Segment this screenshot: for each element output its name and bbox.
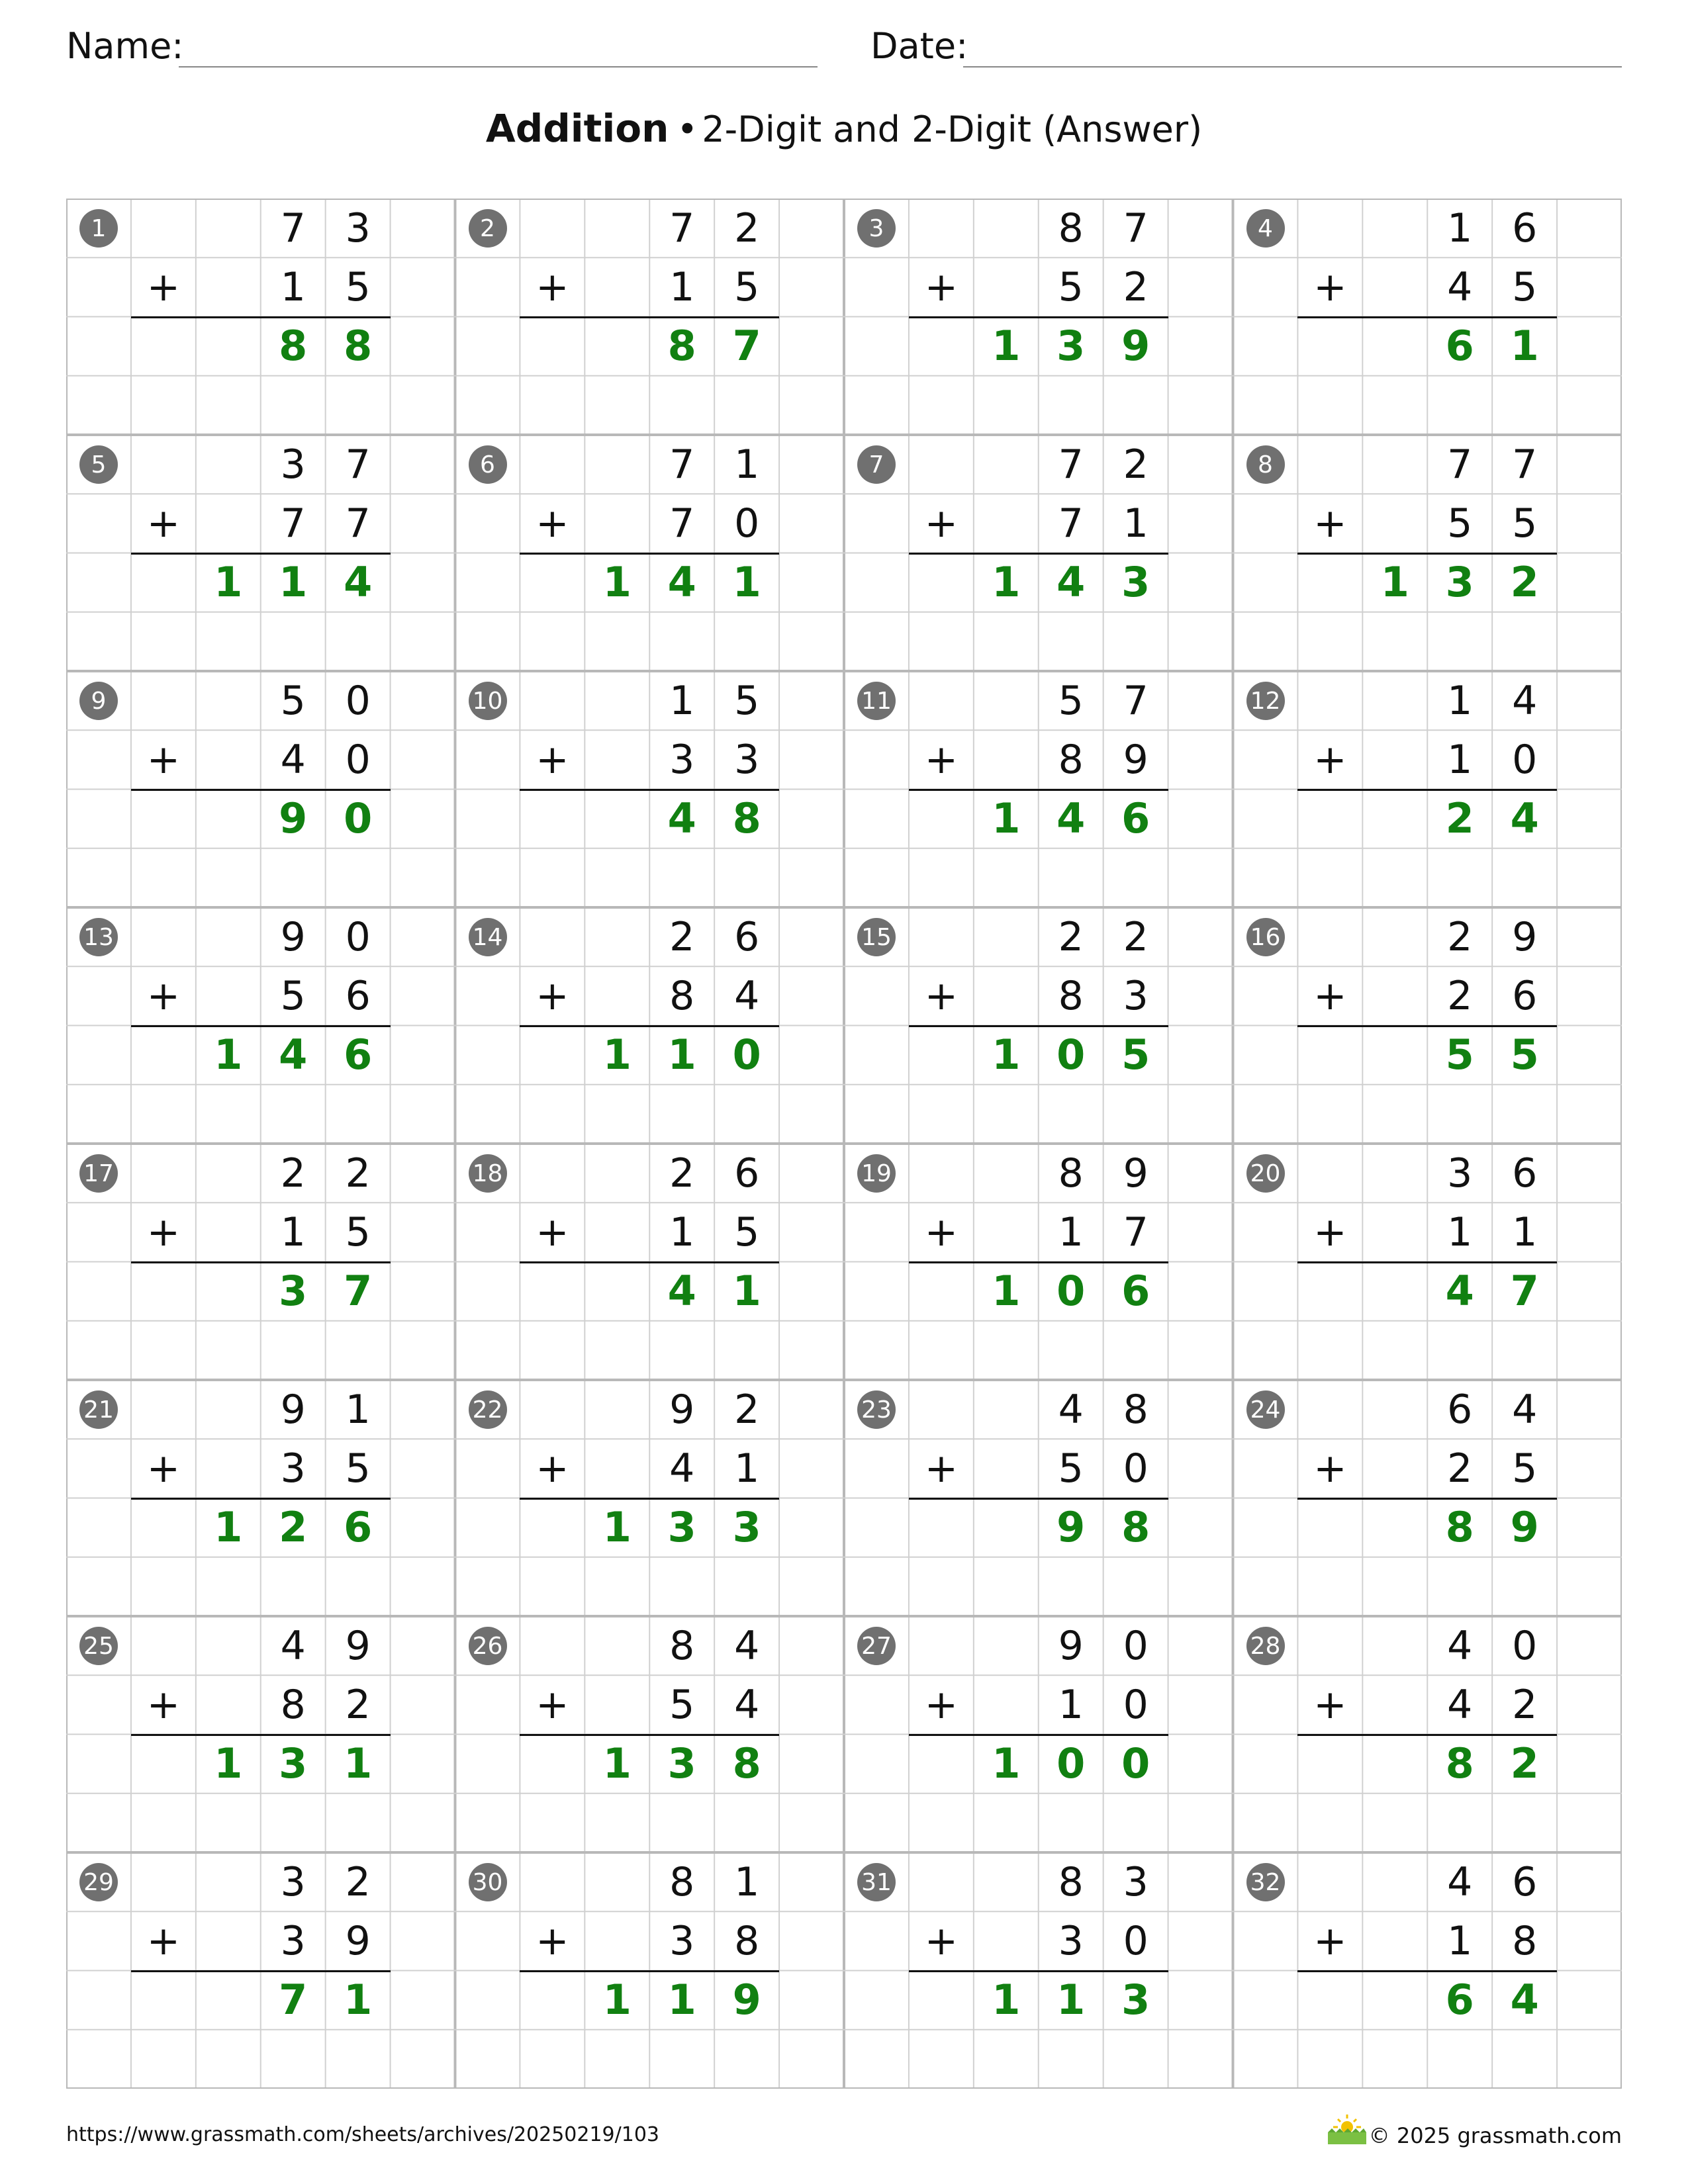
problem-number-badge: 22	[469, 1390, 507, 1429]
answer-digit: 0	[344, 794, 373, 842]
answer-digit: 8	[279, 322, 308, 370]
top-addend-digit: 3	[345, 205, 371, 251]
answer-digit: 1	[992, 794, 1021, 842]
answer-digit: 1	[214, 1503, 243, 1551]
top-addend-digit: 3	[280, 1858, 306, 1905]
top-addend-digit: 2	[1447, 913, 1473, 960]
plus-sign: +	[1313, 1917, 1347, 1964]
plus-sign: +	[924, 736, 959, 783]
plus-sign: +	[146, 1917, 181, 1964]
answer-digit: 1	[732, 558, 761, 606]
bottom-addend-digit: 7	[345, 500, 371, 547]
answer-digit: 9	[1056, 1503, 1086, 1551]
answer-digit: 0	[1056, 1030, 1086, 1079]
top-addend-digit: 7	[669, 441, 695, 488]
worksheet-title	[0, 106, 1688, 151]
answer-digit: 1	[732, 1267, 761, 1315]
plus-sign: +	[536, 1681, 569, 1728]
bottom-addend-digit: 3	[669, 1917, 695, 1964]
bottom-addend-digit: 4	[669, 1445, 695, 1492]
answer-digit: 1	[214, 1739, 243, 1788]
problem-number-badge: 30	[469, 1863, 507, 1901]
bottom-addend-digit: 5	[734, 1208, 760, 1255]
bottom-addend-digit: 5	[734, 263, 760, 310]
bottom-addend-digit: 1	[1058, 1681, 1084, 1728]
answer-digit: 7	[732, 322, 761, 370]
top-addend-digit: 2	[280, 1150, 306, 1197]
answer-digit: 7	[279, 1976, 308, 2024]
top-addend-digit: 1	[669, 677, 695, 724]
answer-digit: 1	[344, 1976, 373, 2024]
answer-digit: 5	[1510, 1030, 1539, 1079]
top-addend-digit: 2	[734, 1386, 760, 1433]
bottom-addend-digit: 0	[1123, 1917, 1149, 1964]
problem-number-badge: 21	[79, 1390, 118, 1429]
bottom-addend-digit: 5	[1447, 500, 1473, 547]
answer-digit: 4	[667, 1267, 696, 1315]
bottom-addend-digit: 5	[669, 1681, 695, 1728]
bottom-addend-digit: 3	[1123, 972, 1149, 1019]
top-addend-digit: 6	[734, 913, 760, 960]
plus-sign: +	[536, 1445, 569, 1492]
problem-grid	[66, 199, 1622, 2089]
top-addend-digit: 8	[1058, 205, 1084, 251]
plus-sign: +	[146, 1681, 181, 1728]
answer-digit: 3	[1121, 1976, 1150, 2024]
answer-digit: 8	[1445, 1503, 1474, 1551]
answer-digit: 1	[992, 1030, 1021, 1079]
bottom-addend-digit: 1	[280, 263, 306, 310]
problem-number-badge: 2	[469, 209, 507, 248]
answer-digit: 6	[1121, 794, 1150, 842]
plus-sign: +	[146, 1445, 181, 1492]
top-addend-digit: 0	[345, 913, 371, 960]
problem-number-badge: 17	[79, 1154, 118, 1193]
answer-digit: 7	[1510, 1267, 1539, 1315]
bottom-addend-digit: 0	[345, 736, 371, 783]
top-addend-digit: 1	[734, 1858, 760, 1905]
bottom-addend-digit: 0	[1512, 736, 1538, 783]
answer-digit: 1	[279, 558, 308, 606]
problem-number-badge: 24	[1246, 1390, 1285, 1429]
top-addend-digit: 1	[345, 1386, 371, 1433]
bottom-addend-digit: 5	[1058, 263, 1084, 310]
answer-digit: 2	[1445, 794, 1474, 842]
plus-sign: +	[146, 1208, 181, 1255]
problem-number-badge: 8	[1246, 445, 1285, 484]
answer-digit: 7	[344, 1267, 373, 1315]
date-line	[963, 66, 1622, 68]
top-addend-digit: 2	[734, 205, 760, 251]
bottom-addend-digit: 5	[1512, 263, 1538, 310]
top-addend-digit: 6	[1512, 1858, 1538, 1905]
bottom-addend-digit: 1	[1447, 1208, 1473, 1255]
top-addend-digit: 4	[1512, 677, 1538, 724]
title-separator: •	[677, 109, 698, 150]
bottom-addend-digit: 5	[1058, 1445, 1084, 1492]
bottom-addend-digit: 1	[1447, 1917, 1473, 1964]
answer-digit: 0	[1056, 1267, 1086, 1315]
bottom-addend-digit: 8	[1058, 972, 1084, 1019]
answer-digit: 5	[1445, 1030, 1474, 1079]
top-addend-digit: 1	[734, 441, 760, 488]
answer-digit: 1	[992, 558, 1021, 606]
top-addend-digit: 2	[345, 1150, 371, 1197]
answer-digit: 8	[1121, 1503, 1150, 1551]
top-addend-digit: 9	[345, 1622, 371, 1669]
top-addend-digit: 8	[669, 1858, 695, 1905]
top-addend-digit: 6	[1512, 205, 1538, 251]
plus-sign: +	[536, 972, 569, 1019]
answer-digit: 4	[1056, 558, 1086, 606]
answer-digit: 2	[1510, 558, 1539, 606]
answer-digit: 1	[602, 1739, 632, 1788]
bottom-addend-digit: 6	[345, 972, 371, 1019]
answer-digit: 4	[1445, 1267, 1474, 1315]
bottom-addend-digit: 1	[734, 1445, 760, 1492]
bottom-addend-digit: 1	[1447, 736, 1473, 783]
date-label: Date:	[870, 25, 968, 67]
answer-digit: 3	[279, 1267, 308, 1315]
problem-number-badge: 4	[1246, 209, 1285, 248]
answer-digit: 3	[1445, 558, 1474, 606]
problem-number-badge: 28	[1246, 1627, 1285, 1665]
plus-sign: +	[536, 1208, 569, 1255]
plus-sign: +	[1313, 736, 1347, 783]
answer-digit: 0	[732, 1030, 761, 1079]
plus-sign: +	[924, 1681, 959, 1728]
top-addend-digit: 8	[669, 1622, 695, 1669]
bottom-addend-digit: 1	[669, 263, 695, 310]
problem-number-badge: 7	[857, 445, 896, 484]
top-addend-digit: 9	[280, 1386, 306, 1433]
problem-number-badge: 19	[857, 1154, 896, 1193]
footer-copyright: © 2025 grassmath.com	[1368, 2123, 1622, 2148]
answer-digit: 4	[1056, 794, 1086, 842]
top-addend-digit: 8	[1123, 1386, 1149, 1433]
problem-number-badge: 10	[469, 682, 507, 720]
bottom-addend-digit: 7	[280, 500, 306, 547]
bottom-addend-digit: 3	[280, 1445, 306, 1492]
bottom-addend-digit: 1	[1058, 1208, 1084, 1255]
top-addend-digit: 8	[1058, 1150, 1084, 1197]
top-addend-digit: 7	[345, 441, 371, 488]
bottom-addend-digit: 2	[1512, 1681, 1538, 1728]
answer-digit: 6	[1121, 1267, 1150, 1315]
footer-url: https://www.grassmath.com/sheets/archives/20250219/103	[66, 2123, 660, 2146]
bottom-addend-digit: 3	[280, 1917, 306, 1964]
plus-sign: +	[924, 500, 959, 547]
plus-sign: +	[1313, 972, 1347, 1019]
top-addend-digit: 6	[1447, 1386, 1473, 1433]
bottom-addend-digit: 4	[1447, 1681, 1473, 1728]
top-addend-digit: 5	[1058, 677, 1084, 724]
top-addend-digit: 3	[1447, 1150, 1473, 1197]
answer-digit: 3	[279, 1739, 308, 1788]
bottom-addend-digit: 7	[669, 500, 695, 547]
problem-number-badge: 5	[79, 445, 118, 484]
answer-digit: 1	[667, 1976, 696, 2024]
answer-digit: 1	[344, 1739, 373, 1788]
top-addend-digit: 9	[280, 913, 306, 960]
bottom-addend-digit: 8	[669, 972, 695, 1019]
top-addend-digit: 2	[669, 913, 695, 960]
name-line	[179, 66, 818, 68]
problem-number-badge: 13	[79, 918, 118, 956]
top-addend-digit: 1	[1447, 677, 1473, 724]
plus-sign: +	[924, 972, 959, 1019]
bottom-addend-digit: 7	[1123, 1208, 1149, 1255]
top-addend-digit: 9	[669, 1386, 695, 1433]
top-addend-digit: 4	[1058, 1386, 1084, 1433]
answer-digit: 0	[1121, 1739, 1150, 1788]
answer-digit: 9	[279, 794, 308, 842]
problem-number-badge: 9	[79, 682, 118, 720]
bottom-addend-digit: 0	[1123, 1445, 1149, 1492]
bottom-addend-digit: 2	[1447, 1445, 1473, 1492]
answer-digit: 1	[1380, 558, 1409, 606]
plus-sign: +	[1313, 1445, 1347, 1492]
bottom-addend-digit: 2	[1123, 263, 1149, 310]
bottom-addend-digit: 3	[669, 736, 695, 783]
plus-sign: +	[1313, 263, 1347, 310]
problem-number-badge: 32	[1246, 1863, 1285, 1901]
answer-digit: 1	[992, 1739, 1021, 1788]
top-addend-digit: 3	[1123, 1858, 1149, 1905]
top-addend-digit: 7	[1123, 205, 1149, 251]
bottom-addend-digit: 1	[1512, 1208, 1538, 1255]
plus-sign: +	[536, 1917, 569, 1964]
answer-digit: 1	[992, 1976, 1021, 2024]
top-addend-digit: 7	[1058, 441, 1084, 488]
top-addend-digit: 8	[1058, 1858, 1084, 1905]
plus-sign: +	[924, 1208, 959, 1255]
top-addend-digit: 4	[734, 1622, 760, 1669]
bottom-addend-digit: 8	[1058, 736, 1084, 783]
top-addend-digit: 2	[1123, 913, 1149, 960]
bottom-addend-digit: 7	[1058, 500, 1084, 547]
bottom-addend-digit: 8	[734, 1917, 760, 1964]
answer-digit: 1	[214, 1030, 243, 1079]
plus-sign: +	[536, 736, 569, 783]
answer-digit: 1	[667, 1030, 696, 1079]
answer-digit: 8	[732, 1739, 761, 1788]
answer-digit: 8	[1445, 1739, 1474, 1788]
answer-digit: 1	[1056, 1976, 1086, 2024]
plus-sign: +	[924, 263, 959, 310]
title-subtitle: 2-Digit and 2-Digit (Answer)	[702, 109, 1203, 150]
bottom-addend-digit: 4	[1447, 263, 1473, 310]
answer-digit: 4	[667, 794, 696, 842]
problem-number-badge: 16	[1246, 918, 1285, 956]
top-addend-digit: 9	[1512, 913, 1538, 960]
name-label: Name:	[66, 25, 184, 67]
top-addend-digit: 6	[734, 1150, 760, 1197]
bottom-addend-digit: 5	[345, 263, 371, 310]
answer-digit: 9	[732, 1976, 761, 2024]
answer-digit: 4	[279, 1030, 308, 1079]
top-addend-digit: 4	[1447, 1858, 1473, 1905]
answer-digit: 4	[344, 558, 373, 606]
bottom-addend-digit: 3	[734, 736, 760, 783]
top-addend-digit: 3	[280, 441, 306, 488]
bottom-addend-digit: 9	[1123, 736, 1149, 783]
answer-digit: 1	[992, 322, 1021, 370]
bottom-addend-digit: 1	[1123, 500, 1149, 547]
answer-digit: 3	[1121, 558, 1150, 606]
answer-digit: 3	[667, 1503, 696, 1551]
top-addend-digit: 7	[669, 205, 695, 251]
top-addend-digit: 2	[1123, 441, 1149, 488]
problem-number-badge: 20	[1246, 1154, 1285, 1193]
answer-digit: 6	[344, 1030, 373, 1079]
top-addend-digit: 4	[1512, 1386, 1538, 1433]
bottom-addend-digit: 0	[734, 500, 760, 547]
answer-digit: 6	[1445, 1976, 1474, 2024]
plus-sign: +	[1313, 500, 1347, 547]
answer-digit: 5	[1121, 1030, 1150, 1079]
bottom-addend-digit: 9	[345, 1917, 371, 1964]
bottom-addend-digit: 5	[1512, 500, 1538, 547]
answer-digit: 2	[279, 1503, 308, 1551]
answer-digit: 1	[992, 1267, 1021, 1315]
bottom-addend-digit: 3	[1058, 1917, 1084, 1964]
answer-digit: 9	[1121, 322, 1150, 370]
plus-sign: +	[1313, 1208, 1347, 1255]
bottom-addend-digit: 2	[345, 1681, 371, 1728]
answer-digit: 3	[667, 1739, 696, 1788]
bottom-addend-digit: 5	[345, 1445, 371, 1492]
answer-digit: 1	[1510, 322, 1539, 370]
answer-digit: 1	[602, 1030, 632, 1079]
problem-number-badge: 25	[79, 1627, 118, 1665]
plus-sign: +	[924, 1917, 959, 1964]
bottom-addend-digit: 6	[1512, 972, 1538, 1019]
answer-digit: 4	[667, 558, 696, 606]
answer-digit: 8	[667, 322, 696, 370]
problem-number-badge: 18	[469, 1154, 507, 1193]
problem-number-badge: 31	[857, 1863, 896, 1901]
top-addend-digit: 6	[1512, 1150, 1538, 1197]
bottom-addend-digit: 4	[734, 1681, 760, 1728]
answer-digit: 4	[1510, 1976, 1539, 2024]
bottom-addend-digit: 5	[280, 972, 306, 1019]
plus-sign: +	[146, 972, 181, 1019]
problem-number-badge: 3	[857, 209, 896, 248]
answer-digit: 9	[1510, 1503, 1539, 1551]
plus-sign: +	[924, 1445, 959, 1492]
answer-digit: 6	[344, 1503, 373, 1551]
answer-digit: 4	[1510, 794, 1539, 842]
answer-digit: 8	[732, 794, 761, 842]
bottom-addend-digit: 4	[280, 736, 306, 783]
top-addend-digit: 9	[1058, 1622, 1084, 1669]
bottom-addend-digit: 5	[345, 1208, 371, 1255]
bottom-addend-digit: 4	[734, 972, 760, 1019]
bottom-addend-digit: 8	[1512, 1917, 1538, 1964]
answer-digit: 3	[732, 1503, 761, 1551]
problem-number-badge: 23	[857, 1390, 896, 1429]
top-addend-digit: 2	[669, 1150, 695, 1197]
bottom-addend-digit: 1	[669, 1208, 695, 1255]
answer-digit: 2	[1510, 1739, 1539, 1788]
top-addend-digit: 2	[345, 1858, 371, 1905]
top-addend-digit: 1	[1447, 205, 1473, 251]
problem-number-badge: 15	[857, 918, 896, 956]
plus-sign: +	[536, 500, 569, 547]
top-addend-digit: 7	[1123, 677, 1149, 724]
problem-number-badge: 14	[469, 918, 507, 956]
bottom-addend-digit: 2	[1447, 972, 1473, 1019]
problem-number-badge: 1	[79, 209, 118, 248]
plus-sign: +	[146, 500, 181, 547]
answer-digit: 1	[602, 1976, 632, 2024]
top-addend-digit: 7	[1512, 441, 1538, 488]
top-addend-digit: 0	[345, 677, 371, 724]
answer-digit: 8	[344, 322, 373, 370]
top-addend-digit: 5	[734, 677, 760, 724]
bottom-addend-digit: 8	[280, 1681, 306, 1728]
answer-digit: 6	[1445, 322, 1474, 370]
top-addend-digit: 9	[1123, 1150, 1149, 1197]
top-addend-digit: 7	[280, 205, 306, 251]
top-addend-digit: 7	[1447, 441, 1473, 488]
plus-sign: +	[146, 263, 181, 310]
answer-digit: 3	[1056, 322, 1086, 370]
problem-number-badge: 27	[857, 1627, 896, 1665]
bottom-addend-digit: 5	[1512, 1445, 1538, 1492]
plus-sign: +	[1313, 1681, 1347, 1728]
answer-digit: 1	[602, 558, 632, 606]
problem-number-badge: 12	[1246, 682, 1285, 720]
problem-number-badge: 6	[469, 445, 507, 484]
title-main: Addition	[485, 106, 669, 151]
bottom-addend-digit: 0	[1123, 1681, 1149, 1728]
problem-number-badge: 26	[469, 1627, 507, 1665]
problem-number-badge: 29	[79, 1863, 118, 1901]
bottom-addend-digit: 1	[280, 1208, 306, 1255]
top-addend-digit: 4	[1447, 1622, 1473, 1669]
top-addend-digit: 0	[1512, 1622, 1538, 1669]
top-addend-digit: 2	[1058, 913, 1084, 960]
top-addend-digit: 0	[1123, 1622, 1149, 1669]
grass-sun-logo-icon	[1324, 2113, 1370, 2146]
answer-digit: 1	[602, 1503, 632, 1551]
answer-digit: 1	[214, 558, 243, 606]
plus-sign: +	[536, 263, 569, 310]
top-addend-digit: 4	[280, 1622, 306, 1669]
problem-number-badge: 11	[857, 682, 896, 720]
top-addend-digit: 5	[280, 677, 306, 724]
plus-sign: +	[146, 736, 181, 783]
answer-digit: 0	[1056, 1739, 1086, 1788]
